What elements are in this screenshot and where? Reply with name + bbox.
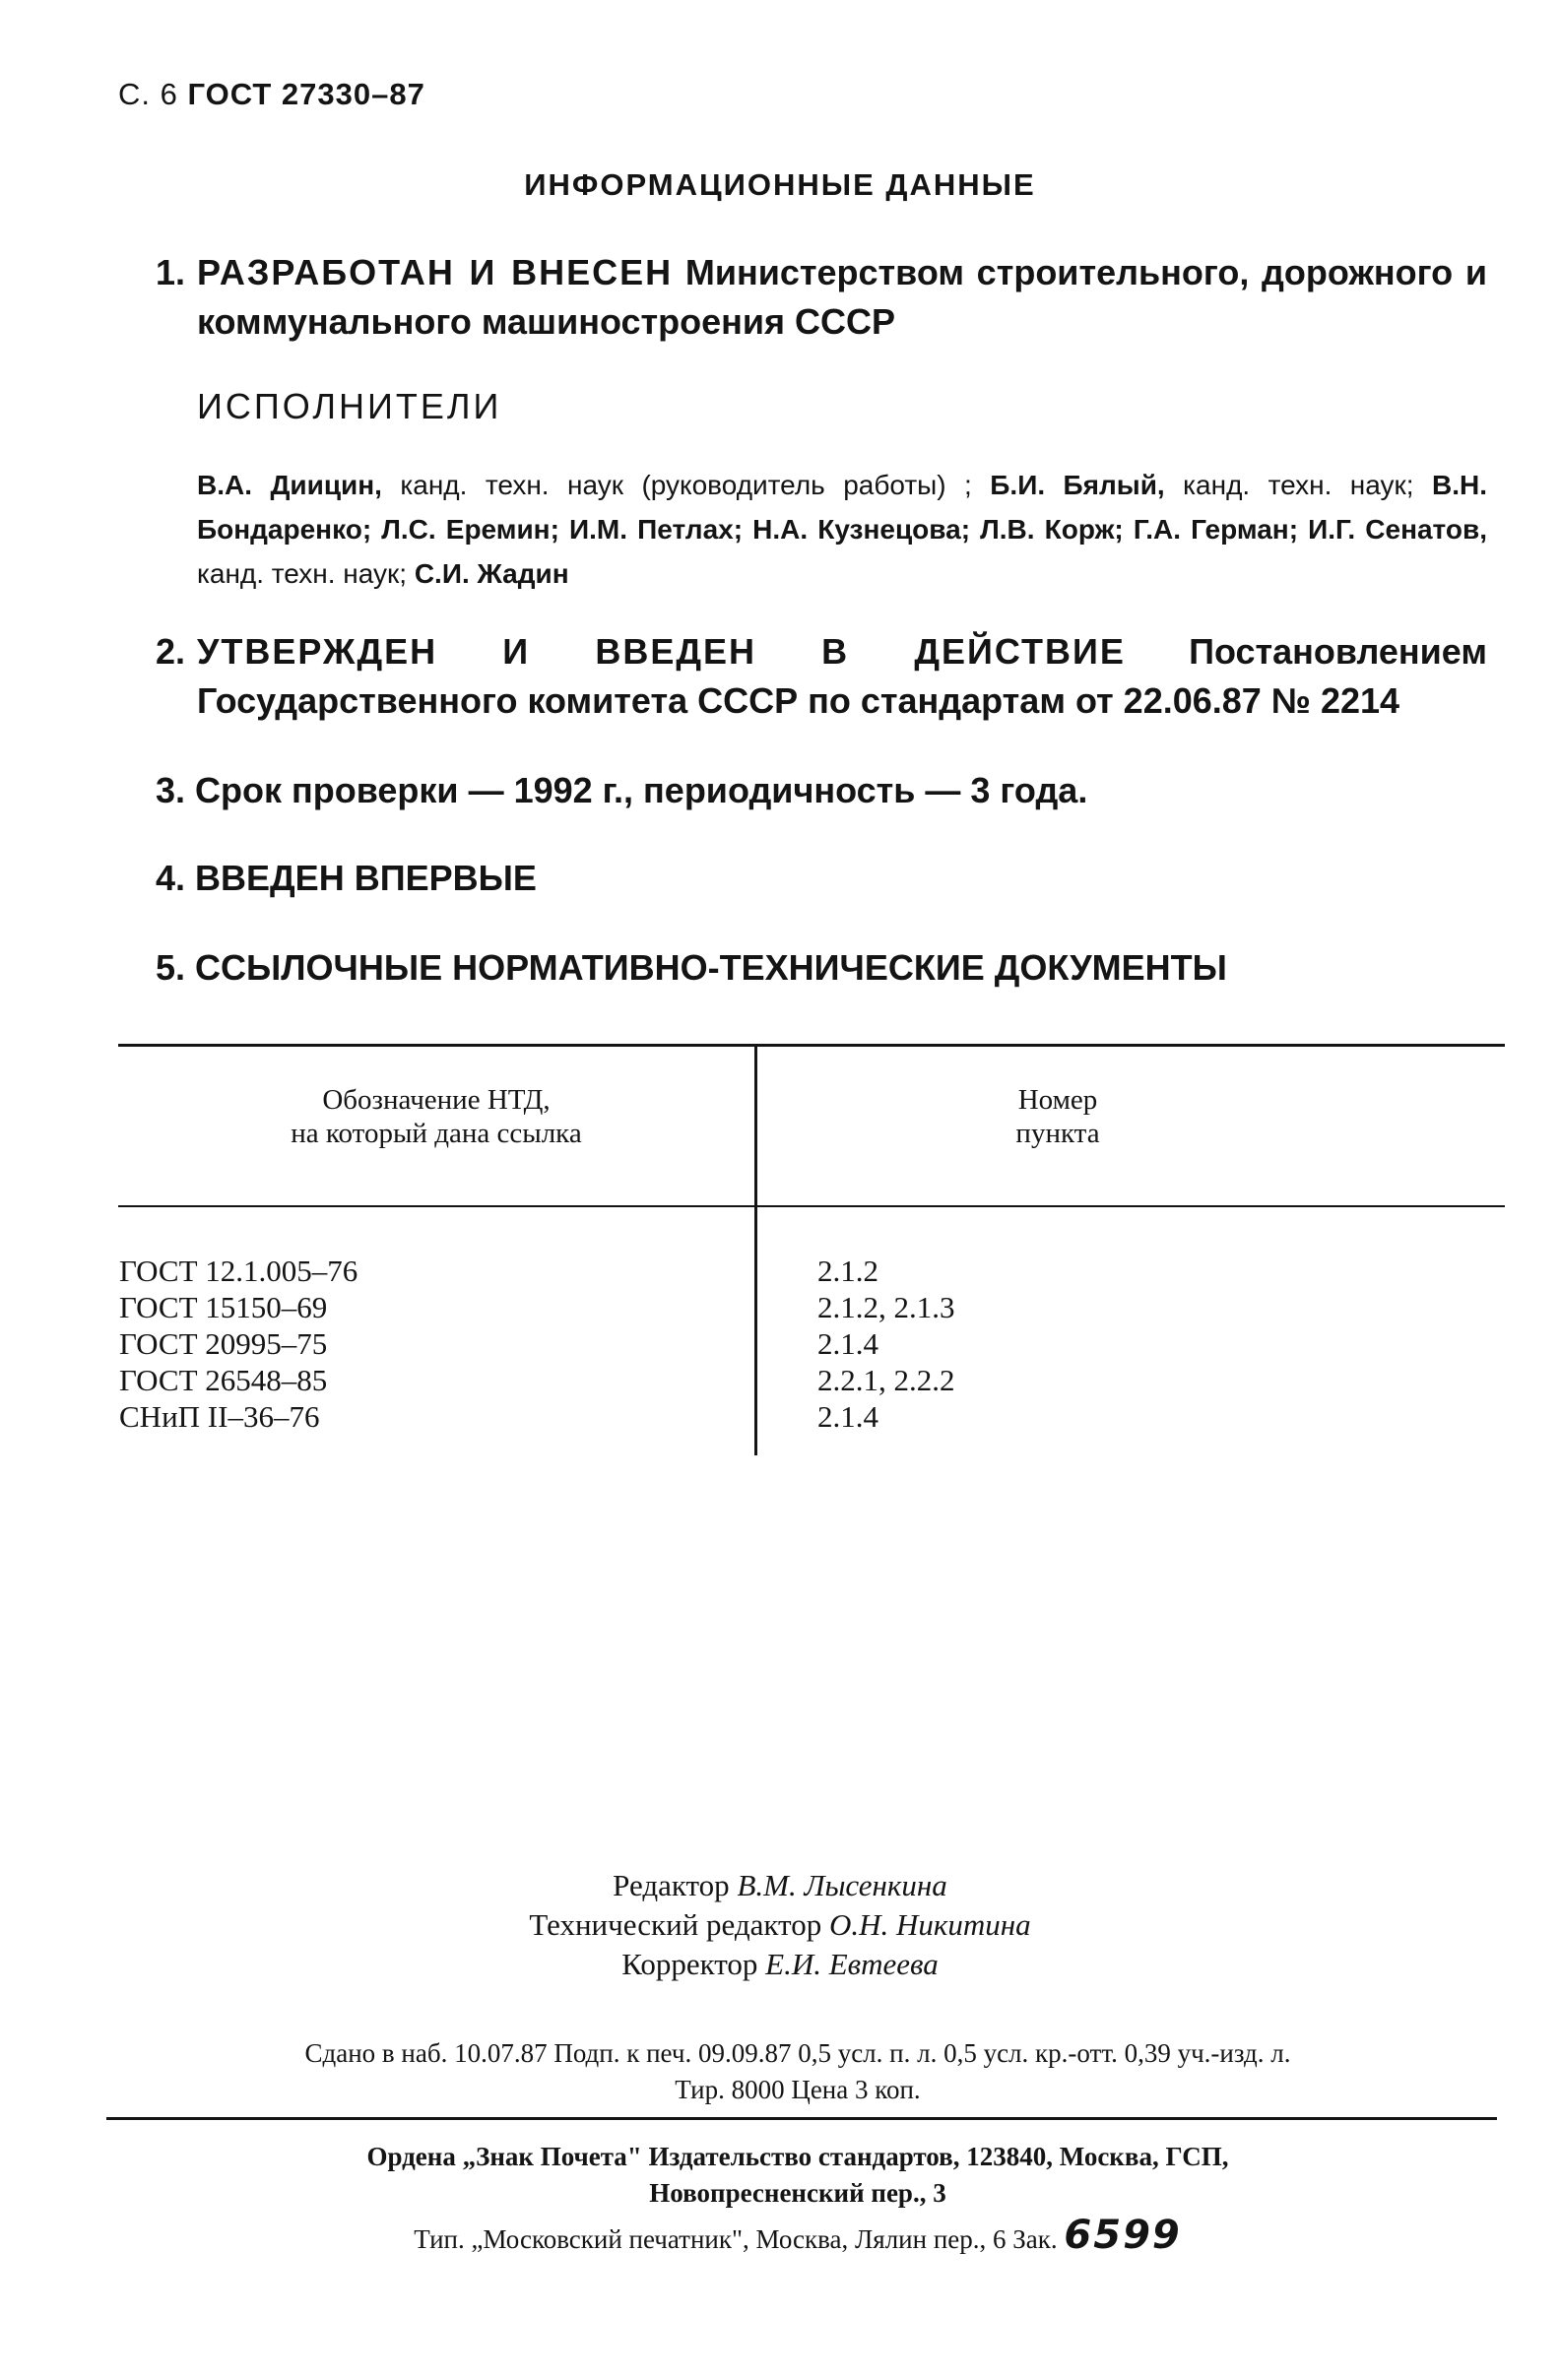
performers-heading: ИСПОЛНИТЕЛИ [197, 386, 502, 426]
table-row-point: 2.1.2 [817, 1254, 878, 1288]
corrector-label: Корректор [621, 1947, 758, 1981]
performer-2-name: Б.И. Бялый, [990, 470, 1165, 500]
corrector-name: Е.И. Евтеева [765, 1947, 939, 1981]
tech-editor-label: Технический редактор [529, 1907, 822, 1942]
table-row-doc: ГОСТ 15150–69 [119, 1290, 328, 1324]
imprint [98, 2035, 1497, 2108]
imprint-line-1: Сдано в наб. 10.07.87 Подп. к печ. 09.09.87 0,5 усл. п. л. 0,5 усл. кр.-отт. 0,39 уч.-изд. л. [304, 2038, 1291, 2068]
table-row-doc: СНиП II–36–76 [119, 1399, 320, 1434]
table-header-rule [118, 1205, 1505, 1207]
table-header-point [757, 1083, 1358, 1150]
imprint-line-2: Тир. 8000 Цена 3 коп. [675, 2075, 921, 2104]
table-point-column [817, 1253, 955, 1435]
standard-number: ГОСТ 27330–87 [187, 77, 425, 111]
publisher-line-1: Ордена „Знак Почета" Издательство стандартов, 123840, Москва, ГСП, [366, 2142, 1229, 2171]
section-2-number: 2. [156, 631, 186, 672]
performers-list [197, 463, 1487, 596]
table-header-doc-line2: на который дана ссылка [291, 1118, 582, 1149]
table-header-doc [118, 1083, 754, 1150]
table-row-point: 2.1.4 [817, 1399, 878, 1434]
table-row-point: 2.2.1, 2.2.2 [817, 1363, 955, 1397]
performer-2-role: канд. техн. наук; [1183, 470, 1414, 500]
performer-last: С.И. Жадин [414, 558, 569, 589]
editor-name: В.М. Лысенкина [737, 1868, 947, 1902]
printer-info [98, 2213, 1497, 2259]
performer-1-name: В.А. Диицин, [197, 470, 382, 500]
tech-editor-name: О.Н. Никитина [828, 1907, 1031, 1942]
section-2-lead: УТВЕРЖДЕН И ВВЕДЕН В ДЕЙСТВИЕ [197, 631, 1126, 672]
table-header-point-line1: Номер [1017, 1084, 1098, 1116]
section-2 [156, 627, 1487, 726]
document-title: ИНФОРМАЦИОННЫЕ ДАННЫЕ [524, 167, 1036, 202]
editor-label: Редактор [613, 1868, 730, 1902]
page-number: С. 6 [118, 77, 178, 111]
editors-block [0, 1866, 1560, 1984]
section-1-lead: РАЗРАБОТАН И ВНЕСЕН [197, 252, 674, 292]
publisher-info [98, 2139, 1497, 2212]
table-row-doc: ГОСТ 26548–85 [119, 1363, 328, 1397]
corrector-line [0, 1945, 1560, 1984]
table-row-doc: ГОСТ 20995–75 [119, 1326, 328, 1361]
table-row-point: 2.1.2, 2.1.3 [817, 1290, 955, 1324]
section-1-number: 1. [156, 252, 186, 292]
publisher-line-2: Новопресненский пер., 3 [649, 2178, 946, 2208]
table-header-point-line2: пункта [1015, 1118, 1100, 1149]
section-1 [156, 248, 1487, 347]
performer-group: В.Н. Бондаренко; Л.С. Еремин; И.М. Петлах; Н.А. Кузнецова; Л.В. Корж; Г.А. Герман; И.Г. Сенатов, [197, 470, 1488, 545]
section-3: 3. Срок проверки — 1992 г., периодичность — 3 года. [156, 770, 1088, 810]
section-5: 5. ССЫЛОЧНЫЕ НОРМАТИВНО-ТЕХНИЧЕСКИЕ ДОКУМЕНТЫ [156, 947, 1227, 988]
printer-text: Тип. „Московский печатник", Москва, Лялин пер., 6 Зак. [414, 2224, 1058, 2254]
performer-1-role: канд. техн. наук (руководитель работы) ; [400, 470, 972, 500]
table-header-doc-line1: Обозначение НТД, [322, 1084, 551, 1116]
table-row-doc: ГОСТ 12.1.005–76 [119, 1254, 358, 1288]
order-number: 6599 [1064, 2213, 1182, 2258]
table-doc-column [119, 1253, 358, 1435]
editor-line [0, 1866, 1560, 1905]
section-4: 4. ВВЕДЕН ВПЕРВЫЕ [156, 858, 537, 898]
performer-group-role: канд. техн. наук; [197, 558, 408, 589]
page-header [118, 77, 425, 112]
imprint-divider [106, 2117, 1497, 2120]
table-top-rule [118, 1044, 1505, 1047]
table-row-point: 2.1.4 [817, 1326, 878, 1361]
section-2-text: Постановлением Государственного комитета СССР по стандартам от 22.06.87 № 2214 [197, 631, 1487, 721]
section-1-text: Министерством строительного, дорожного и коммунального машиностроения СССР [197, 252, 1487, 342]
tech-editor-line [0, 1905, 1560, 1945]
